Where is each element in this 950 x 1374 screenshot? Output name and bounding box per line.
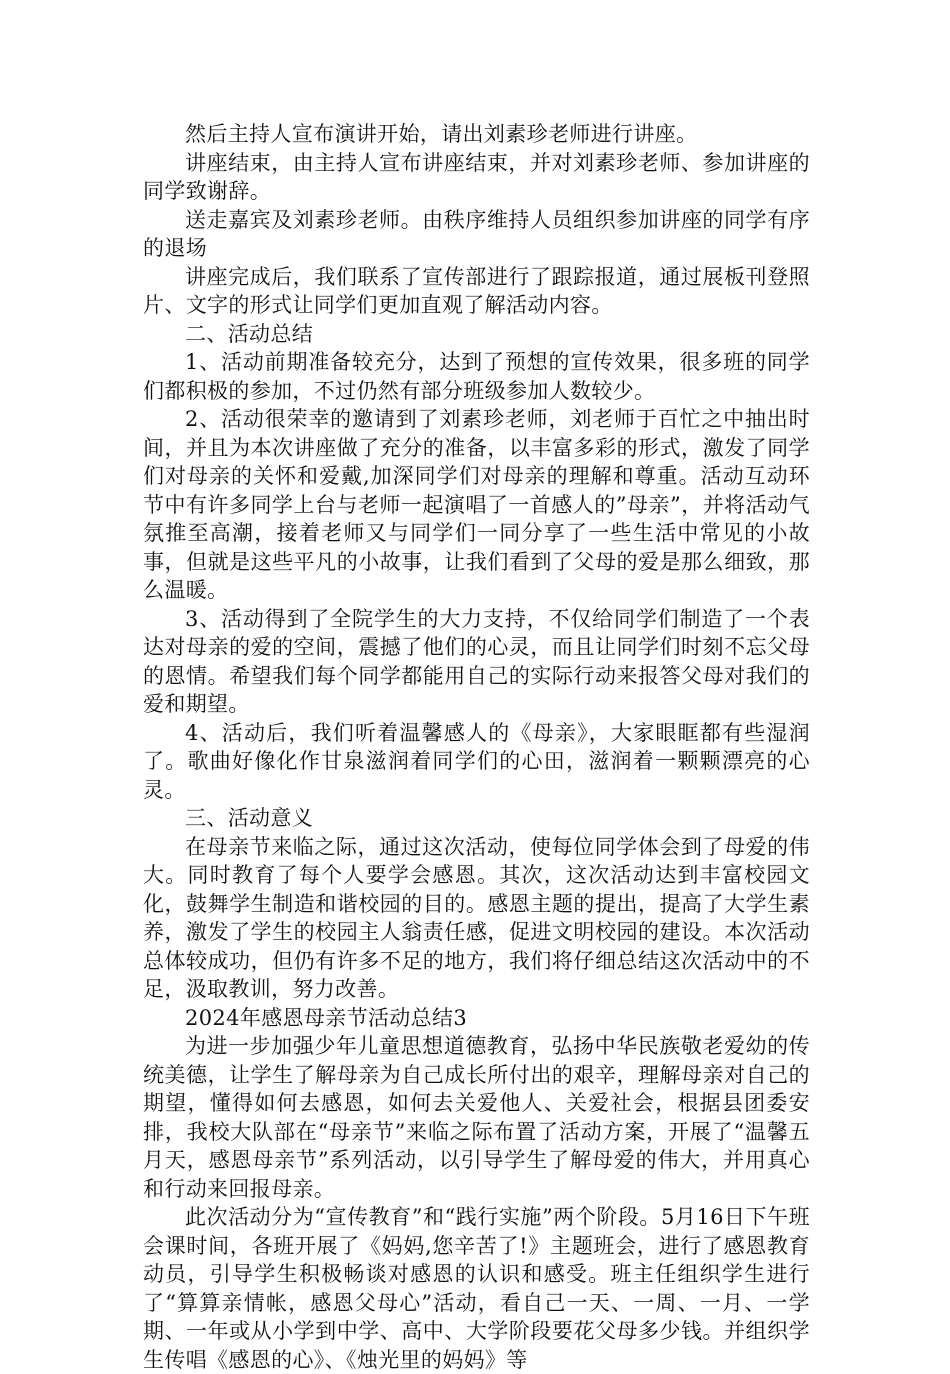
- paragraph-intro-moral-education: 为进一步加强少年儿童思想道德教育，弘扬中华民族敬老爱幼的传统美德，让学生了解母亲为自己成长所付出的艰辛，理解母亲对自己的期望，懂得如何去感恩，如何去关爱他人、关爱社会，根据县团委安排，我校大队部在“母亲节”来临之际布置了活动方案，开展了“温馨五月天，感恩母亲节”系列活动，以引导学生了解母爱的伟大，并用真心和行动来回报母亲。: [143, 1034, 810, 1201]
- article-heading-summary-3: 2024年感恩母亲节活动总结3: [185, 1005, 468, 1030]
- paragraph-follow-up-report: 讲座完成后，我们联系了宣传部进行了跟踪报道，通过展板刊登照片、文字的形式让同学们更加直观了解活动内容。: [143, 264, 810, 317]
- paragraph-host-announces-speech: 然后主持人宣布演讲开始，请出刘素珍老师进行讲座。: [185, 122, 698, 146]
- document-body: [143, 120, 810, 1374]
- section-heading-significance: 三、活动意义: [185, 806, 314, 830]
- paragraph-summary-item-2: 2、活动很荣幸的邀请到了刘素珍老师，刘老师于百忙之中抽出时间，并且为本次讲座做了充分的准备，以丰富多彩的形式，激发了同学们对母亲的关怀和爱戴,加深同学们对母亲的理解和尊重。活动互动环节中有许多同学上台与老师一起演唱了一首感人的”母亲”，并将活动气氛推至高潮，接着老师又与同学们一同分享了一些生活中常见的小故事，但就是这些平凡的小故事，让我们看到了父母的爱是那么细致，那么温暖。: [143, 407, 810, 602]
- paragraph-summary-item-1: 1、活动前期准备较充分，达到了预想的宣传效果，很多班的同学们都积极的参加，不过仍然有部分班级参加人数较少。: [143, 350, 810, 403]
- paragraph-summary-item-4: 4、活动后，我们听着温馨感人的《母亲》，大家眼眶都有些湿润了。歌曲好像化作甘泉滋润着同学们的心田，滋润着一颗颗漂亮的心灵。: [143, 720, 810, 802]
- paragraph-summary-item-3: 3、活动得到了全院学生的大力支持，不仅给同学们制造了一个表达对母亲的爱的空间，震撼了他们的心灵，而且让同学们时刻不忘父母的恩情。希望我们每个同学都能用自己的实际行动来报答父母对我们的爱和期望。: [143, 606, 810, 716]
- section-heading-summary: 二、活动总结: [185, 321, 314, 346]
- paragraph-activity-stages: 此次活动分为“宣传教育”和“践行实施”两个阶段。5月16日下午班会课时间，各班开展了《妈妈,您辛苦了!》主题班会，进行了感恩教育动员，引导学生积极畅谈对感恩的认识和感受。班主任组织学生进行了“算算亲情帐，感恩父母心”活动，看自己一天、一周、一月、一学期、一年或从小学到中学、高中、大学阶段要花父母多少钱。并组织学生传唱《感恩的心》、《烛光里的妈妈》等: [143, 1205, 810, 1372]
- paragraph-lecture-ends: 讲座结束，由主持人宣布讲座结束，并对刘素珍老师、参加讲座的同学致谢辞。: [143, 150, 810, 203]
- paragraph-guests-leave: 送走嘉宾及刘素珍老师。由秩序维持人员组织参加讲座的同学有序的退场: [143, 207, 810, 260]
- paragraph-significance: 在母亲节来临之际，通过这次活动，使每位同学体会到了母爱的伟大。同时教育了每个人要学会感恩。其次，这次活动达到丰富校园文化，鼓舞学生制造和谐校园的目的。感恩主题的提出，提高了大学生素养，激发了学生的校园主人翁责任感，促进文明校园的建设。本次活动总体较成功，但仍有许多不足的地方，我们将仔细总结这次活动中的不足，汲取教训，努力改善。: [143, 834, 810, 1001]
